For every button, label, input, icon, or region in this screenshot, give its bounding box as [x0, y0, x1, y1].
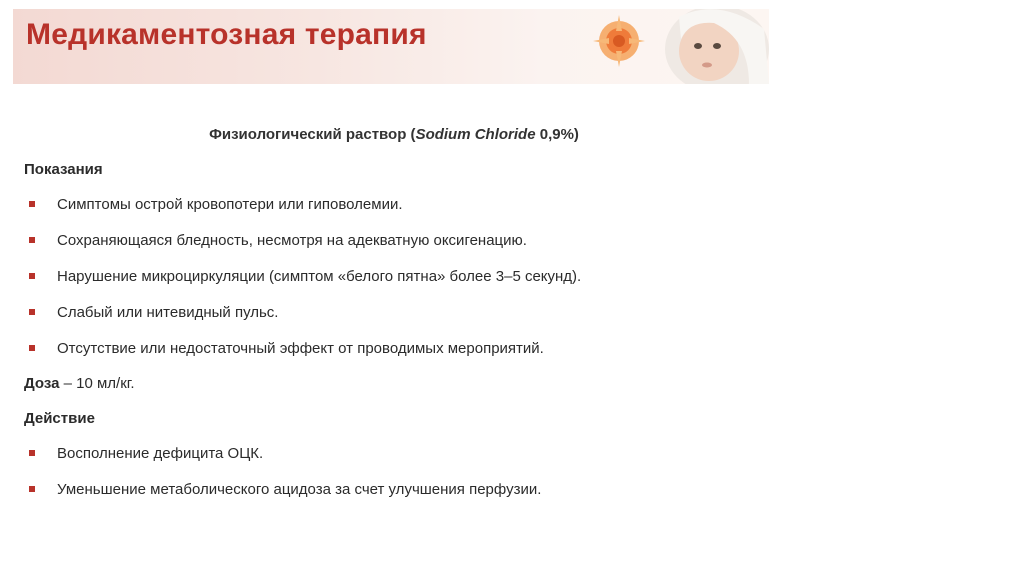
indications-title: Показания	[24, 161, 103, 178]
square-bullet-icon	[29, 309, 35, 315]
list-item-text: Отсутствие или недостаточный эффект от проводимых мероприятий.	[57, 340, 544, 357]
list-item-text: Уменьшение метаболического ацидоза за счет улучшения перфузии.	[57, 481, 542, 498]
list-item	[24, 231, 764, 250]
list-item	[24, 339, 764, 358]
list-item	[24, 195, 764, 214]
list-item-text: Симптомы острой кровопотери или гиповолемии.	[57, 196, 403, 213]
subtitle-prefix: Физиологический раствор (	[209, 126, 416, 143]
square-bullet-icon	[29, 237, 35, 243]
subtitle	[24, 126, 764, 143]
flower-and-baby-image	[589, 9, 769, 84]
square-bullet-icon	[29, 450, 35, 456]
square-bullet-icon	[29, 486, 35, 492]
header-banner	[13, 9, 769, 84]
subtitle-suffix: 0,9%)	[535, 126, 579, 143]
list-item	[24, 480, 764, 499]
square-bullet-icon	[29, 201, 35, 207]
list-item-text: Сохраняющаяся бледность, несмотря на адекватную оксигенацию.	[57, 232, 527, 249]
action-list	[24, 444, 764, 499]
subtitle-emphasis: Sodium Chloride	[415, 126, 536, 143]
flower-icon	[593, 15, 645, 67]
page-title: Медикаментозная терапия	[26, 18, 427, 51]
dose-line	[24, 375, 764, 392]
list-item-text: Нарушение микроциркуляции (симптом «белого пятна» более 3–5 секунд).	[57, 268, 582, 285]
baby-icon	[665, 9, 769, 84]
square-bullet-icon	[29, 345, 35, 351]
indications-list	[24, 195, 764, 358]
dose-label: Доза	[24, 375, 60, 392]
list-item	[24, 303, 764, 322]
list-item	[24, 444, 764, 463]
dose-value: – 10 мл/кг.	[59, 375, 135, 392]
action-title: Действие	[24, 410, 95, 427]
slide-content	[24, 126, 764, 516]
square-bullet-icon	[29, 273, 35, 279]
list-item	[24, 267, 764, 286]
list-item-text: Восполнение дефицита ОЦК.	[57, 445, 264, 462]
list-item-text: Слабый или нитевидный пульс.	[57, 304, 279, 321]
